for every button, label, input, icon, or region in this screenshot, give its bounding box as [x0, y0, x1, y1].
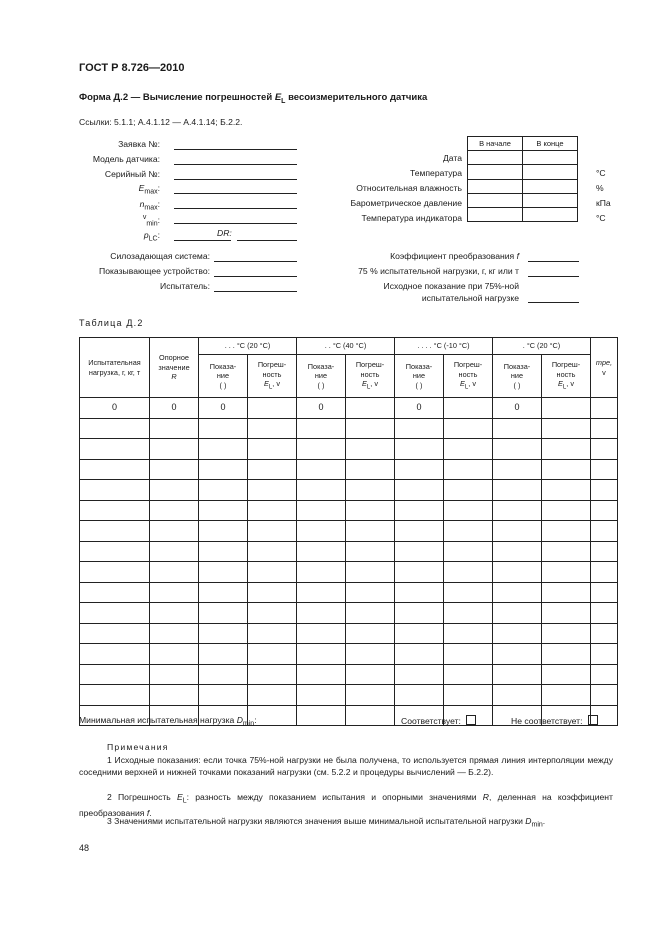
table-cell[interactable]: [493, 562, 542, 583]
table-cell[interactable]: [444, 582, 493, 603]
table-cell[interactable]: [542, 562, 591, 583]
indicating-device-field[interactable]: [214, 276, 297, 277]
table-cell[interactable]: [80, 685, 150, 706]
note-2: 2 Погрешность $E_L$: разность между показанием испытания и опорными значениями R, деленная на коэффициент преобразования f.: [79, 792, 613, 818]
table-cell[interactable]: [444, 459, 493, 480]
table-cell[interactable]: [493, 623, 542, 644]
table-cell[interactable]: [297, 644, 346, 665]
table-cell[interactable]: [493, 521, 542, 542]
document-title: ГОСТ Р 8.726—2010: [79, 62, 185, 74]
load75-label: 75 % испытательной нагрузки, г, кг или т: [358, 266, 519, 276]
table-cell[interactable]: 0: [80, 398, 150, 419]
table-cell[interactable]: [591, 664, 618, 685]
table-cell[interactable]: 0: [199, 398, 248, 419]
table-cell[interactable]: [346, 398, 395, 419]
table-cell[interactable]: [248, 623, 297, 644]
dmin-label: Минимальная испытательная нагрузка $D_{min}$:: [79, 715, 257, 728]
cond-cell[interactable]: [468, 151, 523, 165]
page-number: 48: [79, 843, 90, 853]
request-no-field[interactable]: [174, 149, 297, 150]
conv-factor-field[interactable]: [528, 261, 579, 262]
unit-celsius: °C: [596, 213, 606, 223]
note-1: 1 Исходные показания: если точка 75%-ной нагрузки не была получена, то используется прямая линия интерполяции между соседними верхней и нижней точками показаний нагрузки (см. 5.2.2 и процедуры вычислений — Б.2.2).: [79, 755, 613, 778]
table-cell[interactable]: [248, 664, 297, 685]
table-cell[interactable]: [199, 685, 248, 706]
table-row: [80, 603, 618, 624]
table-cell[interactable]: [542, 541, 591, 562]
cond-label-pressure: Барометрическое давление: [350, 198, 462, 208]
table-cell[interactable]: [395, 418, 444, 439]
table-row: [80, 644, 618, 665]
cond-cell[interactable]: [468, 207, 523, 221]
table-cell[interactable]: [444, 644, 493, 665]
table-cell[interactable]: [493, 418, 542, 439]
table-cell[interactable]: [542, 582, 591, 603]
references: Ссылки: 5.1.1; А.4.1.12 — А.4.1.14; Б.2.2.: [79, 117, 243, 127]
cond-cell[interactable]: [523, 207, 578, 221]
table-cell[interactable]: [493, 582, 542, 603]
table-cell[interactable]: [80, 623, 150, 644]
table-cell[interactable]: [493, 500, 542, 521]
table-cell[interactable]: [248, 398, 297, 419]
table-cell[interactable]: [297, 541, 346, 562]
cond-cell[interactable]: [523, 165, 578, 179]
not-complies-option: Не соответствует:: [511, 715, 598, 726]
vmin-field[interactable]: [174, 223, 297, 224]
serial-field[interactable]: [174, 179, 297, 180]
table-cell[interactable]: [493, 664, 542, 685]
not-complies-checkbox[interactable]: [588, 715, 598, 725]
table-cell[interactable]: [80, 603, 150, 624]
dr-label: DR:: [217, 228, 232, 238]
header-temp-group-3: . . . . °C (-10 °C): [395, 338, 493, 355]
table-cell[interactable]: [150, 603, 199, 624]
table-cell[interactable]: [493, 480, 542, 501]
table-cell[interactable]: [395, 541, 444, 562]
plc-label: $p_{LC}$:: [143, 230, 160, 243]
conv-factor-label: Коэффициент преобразования f: [390, 251, 519, 261]
table-cell[interactable]: [199, 500, 248, 521]
table-cell[interactable]: [199, 644, 248, 665]
table-cell[interactable]: [150, 562, 199, 583]
table-cell[interactable]: [444, 398, 493, 419]
table-cell[interactable]: [444, 623, 493, 644]
table-cell[interactable]: [542, 500, 591, 521]
header-error: Погреш- ность $E_L$, v: [542, 355, 591, 398]
table-cell[interactable]: [199, 623, 248, 644]
table-cell[interactable]: [199, 603, 248, 624]
table-cell[interactable]: [248, 418, 297, 439]
table-cell[interactable]: [297, 480, 346, 501]
table-cell[interactable]: [444, 664, 493, 685]
table-cell[interactable]: [80, 480, 150, 501]
table-row: [80, 562, 618, 583]
table-cell[interactable]: [346, 500, 395, 521]
table-cell[interactable]: 0: [150, 398, 199, 419]
table-cell[interactable]: [150, 459, 199, 480]
table-cell[interactable]: [199, 480, 248, 501]
table-cell[interactable]: [395, 521, 444, 542]
table-cell[interactable]: [248, 582, 297, 603]
table-cell[interactable]: [80, 664, 150, 685]
dr-field[interactable]: [237, 240, 297, 241]
table-cell[interactable]: [346, 439, 395, 460]
cond-cell[interactable]: [468, 165, 523, 179]
table-row: [80, 439, 618, 460]
table-cell[interactable]: [248, 500, 297, 521]
table-cell[interactable]: [542, 459, 591, 480]
table-cell[interactable]: [493, 644, 542, 665]
table-cell[interactable]: [150, 623, 199, 644]
cond-cell[interactable]: [523, 151, 578, 165]
table-cell[interactable]: [493, 685, 542, 706]
cond-cell[interactable]: [523, 193, 578, 207]
nmax-field[interactable]: [174, 208, 297, 209]
table-cell[interactable]: [297, 562, 346, 583]
table-cell[interactable]: [444, 562, 493, 583]
table-cell[interactable]: [542, 398, 591, 419]
table-cell[interactable]: [80, 582, 150, 603]
table-cell[interactable]: [444, 603, 493, 624]
table-cell[interactable]: [346, 705, 395, 726]
cond-label-date: Дата: [442, 153, 462, 163]
table-cell[interactable]: [150, 521, 199, 542]
table-cell[interactable]: [493, 439, 542, 460]
table-cell[interactable]: [248, 562, 297, 583]
table-cell[interactable]: [248, 480, 297, 501]
table-cell[interactable]: [150, 664, 199, 685]
table-cell[interactable]: [591, 541, 618, 562]
table-cell[interactable]: [80, 439, 150, 460]
header-reading: Показа- ние ( ): [395, 355, 444, 398]
table-cell[interactable]: [248, 685, 297, 706]
table-cell[interactable]: [346, 418, 395, 439]
table-cell[interactable]: [297, 521, 346, 542]
header-mpe: mpe, v: [591, 338, 618, 398]
nmax-label: $n_{max}$:: [139, 199, 160, 212]
table-cell[interactable]: [542, 603, 591, 624]
table-cell[interactable]: [591, 603, 618, 624]
table-cell[interactable]: 0: [493, 398, 542, 419]
table-cell[interactable]: [395, 562, 444, 583]
table-cell[interactable]: [80, 500, 150, 521]
table-cell[interactable]: [297, 459, 346, 480]
table-cell[interactable]: [199, 582, 248, 603]
tester-field[interactable]: [214, 291, 297, 292]
table-cell[interactable]: [591, 480, 618, 501]
table-cell[interactable]: [395, 664, 444, 685]
table-cell[interactable]: [542, 644, 591, 665]
header-temp-group-2: . . °C (40 °C): [297, 338, 395, 355]
table-cell[interactable]: [150, 500, 199, 521]
notes-heading: Примечания: [107, 742, 169, 752]
header-reference: Опорное значение R: [150, 338, 199, 398]
cond-cell[interactable]: [468, 179, 523, 193]
table-cell[interactable]: [150, 541, 199, 562]
table-row: [80, 664, 618, 685]
load75-field[interactable]: [528, 276, 579, 277]
header-reading: Показа- ние ( ): [297, 355, 346, 398]
table-cell[interactable]: [80, 541, 150, 562]
table-cell[interactable]: [150, 480, 199, 501]
table-row: [80, 459, 618, 480]
header-error: Погреш- ность $E_L$, v: [346, 355, 395, 398]
table-cell[interactable]: [199, 418, 248, 439]
table-row: [80, 623, 618, 644]
indicating-device-label: Показывающее устройство:: [99, 266, 210, 276]
table-cell[interactable]: [80, 521, 150, 542]
table-cell[interactable]: [80, 459, 150, 480]
table-cell[interactable]: [591, 439, 618, 460]
serial-label: Серийный №:: [104, 169, 160, 179]
table-cell[interactable]: [444, 541, 493, 562]
table-cell[interactable]: [80, 644, 150, 665]
table-cell[interactable]: [542, 521, 591, 542]
table-cell[interactable]: [395, 500, 444, 521]
table-cell[interactable]: [248, 541, 297, 562]
table-row: [80, 398, 618, 419]
error-table: [79, 337, 618, 726]
table-cell[interactable]: [591, 685, 618, 706]
cond-header-start: В начале: [468, 137, 523, 151]
table-cell[interactable]: [346, 480, 395, 501]
table-cell[interactable]: [542, 664, 591, 685]
table-cell[interactable]: [346, 582, 395, 603]
table-cell[interactable]: 0: [297, 398, 346, 419]
table-cell[interactable]: [444, 685, 493, 706]
model-field[interactable]: [174, 164, 297, 165]
table-row: [80, 418, 618, 439]
table-cell[interactable]: [346, 623, 395, 644]
table-cell[interactable]: [395, 459, 444, 480]
table-row: [80, 500, 618, 521]
table-cell[interactable]: [395, 644, 444, 665]
table-cell[interactable]: [346, 541, 395, 562]
table-cell[interactable]: [199, 459, 248, 480]
initial-reading-label-2: испытательной нагрузке: [421, 293, 519, 303]
force-system-field[interactable]: [214, 261, 297, 262]
table-cell[interactable]: [591, 623, 618, 644]
table-cell[interactable]: [591, 582, 618, 603]
table-cell[interactable]: [297, 582, 346, 603]
table-cell[interactable]: [297, 685, 346, 706]
model-label: Модель датчика:: [92, 154, 160, 164]
table-cell[interactable]: [199, 439, 248, 460]
table-cell[interactable]: [150, 685, 199, 706]
table-cell[interactable]: [591, 644, 618, 665]
initial-reading-field[interactable]: [528, 302, 579, 303]
table-cell[interactable]: [297, 418, 346, 439]
table-cell[interactable]: 0: [395, 398, 444, 419]
table-cell[interactable]: [542, 439, 591, 460]
table-cell[interactable]: [395, 623, 444, 644]
table-cell[interactable]: [395, 439, 444, 460]
table-cell[interactable]: [80, 562, 150, 583]
table-cell[interactable]: [150, 439, 199, 460]
table-cell[interactable]: [248, 644, 297, 665]
table-cell[interactable]: [199, 664, 248, 685]
initial-reading-label-1: Исходное показание при 75%-ной: [383, 281, 519, 291]
table-cell[interactable]: [444, 418, 493, 439]
table-cell[interactable]: [591, 398, 618, 419]
table-cell[interactable]: [150, 644, 199, 665]
header-reading: Показа- ние ( ): [493, 355, 542, 398]
unit-celsius: °C: [596, 168, 606, 178]
table-cell[interactable]: [297, 500, 346, 521]
vmin-label: $^v_{min}$:: [142, 214, 160, 228]
header-temp-group-4: . °C (20 °C): [493, 338, 591, 355]
table-row: [80, 480, 618, 501]
header-error: Погреш- ность $E_L$, v: [444, 355, 493, 398]
table-cell[interactable]: [591, 500, 618, 521]
table-row: [80, 685, 618, 706]
table-cell[interactable]: [346, 562, 395, 583]
table-cell[interactable]: [591, 521, 618, 542]
table-cell[interactable]: [199, 562, 248, 583]
table-row: [80, 521, 618, 542]
table-cell[interactable]: [199, 521, 248, 542]
header-test-load: Испытательная нагрузка, г, кг, т: [80, 338, 150, 398]
cond-cell[interactable]: [523, 179, 578, 193]
table-row: [80, 541, 618, 562]
table-cell[interactable]: [297, 439, 346, 460]
cond-label-indicator-temp: Температура индикатора: [361, 213, 462, 223]
table-cell[interactable]: [248, 459, 297, 480]
header-error: Погреш- ность $E_L$, v: [248, 355, 297, 398]
table-cell[interactable]: [591, 562, 618, 583]
table-cell[interactable]: [395, 480, 444, 501]
cond-label-humidity: Относительная влажность: [356, 183, 462, 193]
table-cell[interactable]: [80, 418, 150, 439]
unit-kpa: кПа: [596, 198, 611, 208]
table-cell[interactable]: [542, 418, 591, 439]
table-caption: Таблица Д.2: [79, 318, 144, 328]
table-cell[interactable]: [542, 685, 591, 706]
table-cell[interactable]: [297, 705, 346, 726]
table-cell[interactable]: [591, 418, 618, 439]
unit-percent: %: [596, 183, 604, 193]
table-cell[interactable]: [248, 521, 297, 542]
table-cell[interactable]: [199, 541, 248, 562]
table-cell[interactable]: [346, 459, 395, 480]
table-cell[interactable]: [444, 521, 493, 542]
table-cell[interactable]: [444, 480, 493, 501]
table-cell[interactable]: [493, 541, 542, 562]
table-cell[interactable]: [346, 521, 395, 542]
table-cell[interactable]: [493, 459, 542, 480]
table-cell[interactable]: [248, 603, 297, 624]
plc-field[interactable]: [174, 240, 231, 241]
cond-label-temperature: Температура: [409, 168, 462, 178]
table-cell[interactable]: [542, 623, 591, 644]
table-cell[interactable]: [346, 644, 395, 665]
table-cell[interactable]: [395, 582, 444, 603]
table-cell[interactable]: [297, 623, 346, 644]
table-cell[interactable]: [493, 603, 542, 624]
tester-label: Испытатель:: [160, 281, 210, 291]
complies-checkbox[interactable]: [466, 715, 476, 725]
emax-field[interactable]: [174, 193, 297, 194]
table-cell[interactable]: [346, 603, 395, 624]
cond-header-end: В конце: [523, 137, 578, 151]
force-system-label: Силозадающая система:: [110, 251, 210, 261]
dmin-field[interactable]: [290, 725, 382, 726]
request-no-label: Заявка №:: [118, 139, 160, 149]
table-cell[interactable]: [591, 459, 618, 480]
table-cell[interactable]: [150, 582, 199, 603]
table-cell[interactable]: [395, 685, 444, 706]
cond-cell[interactable]: [468, 193, 523, 207]
note-3: 3 Значениями испытательной нагрузки являются значения выше минимальной испытательной нагрузки $D_{min}$.: [107, 816, 546, 829]
header-temp-group-1: . . . °C (20 °C): [199, 338, 297, 355]
table-cell[interactable]: [297, 603, 346, 624]
table-cell[interactable]: [346, 664, 395, 685]
table-cell[interactable]: [248, 439, 297, 460]
table-cell[interactable]: [150, 418, 199, 439]
table-cell[interactable]: [395, 603, 444, 624]
table-cell[interactable]: [346, 685, 395, 706]
form-title: Форма Д.2 — Вычисление погрешностей $E_L$ весоизмерительного датчика: [79, 92, 428, 105]
complies-option: Соответствует:: [401, 715, 476, 726]
conditions-table: [467, 136, 578, 222]
table-cell[interactable]: [444, 500, 493, 521]
header-reading: Показа- ние ( ): [199, 355, 248, 398]
table-cell[interactable]: [297, 664, 346, 685]
table-cell[interactable]: [542, 480, 591, 501]
table-row: [80, 582, 618, 603]
table-cell[interactable]: [444, 439, 493, 460]
emax-label: $E_{max}$:: [138, 183, 160, 196]
